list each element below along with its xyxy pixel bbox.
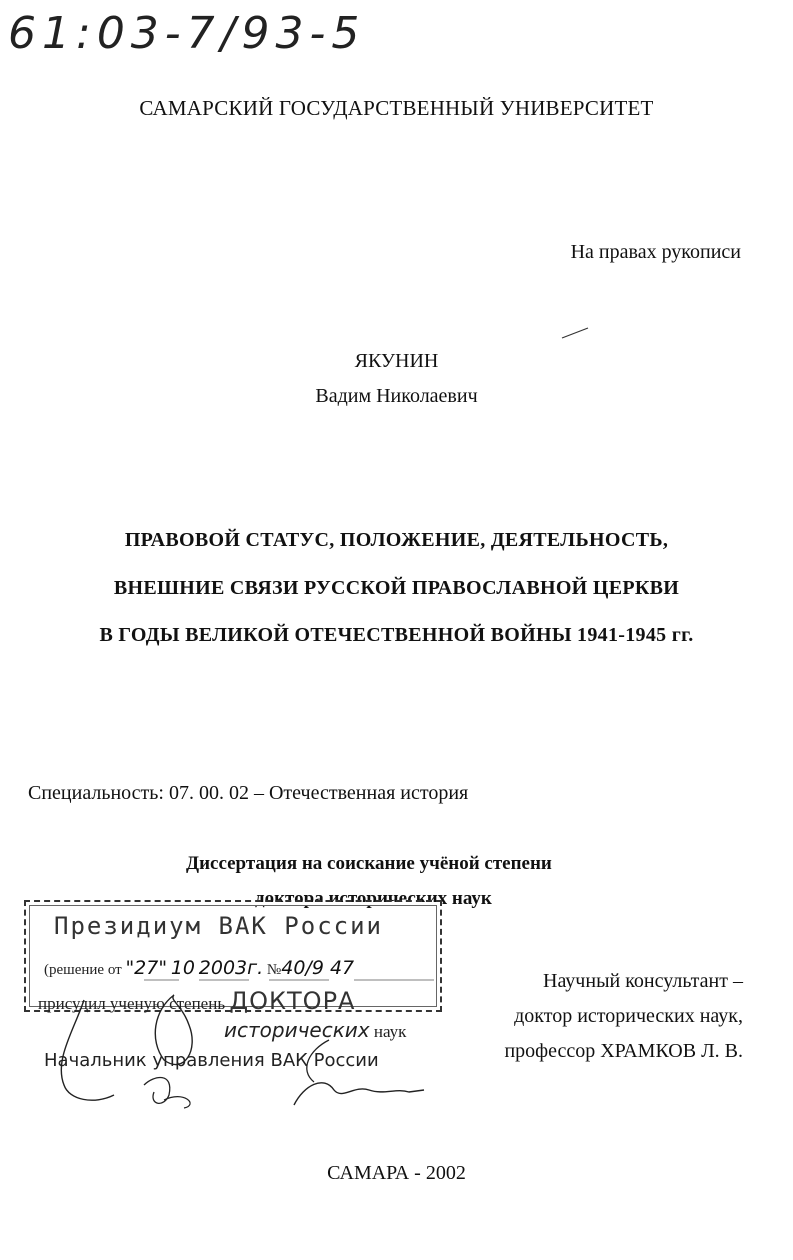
degree-line-1: Диссертация на соискание учёной степени [186, 853, 552, 874]
stamp-title: Президиум ВАК России [54, 912, 383, 940]
stamp-decision-month: 10 [170, 957, 196, 979]
specialty: Специальность: 07. 00. 02 – Отечественная история [28, 782, 469, 804]
stamp-decision-day: "27" [125, 957, 168, 979]
signature-scribbles [24, 900, 444, 1110]
stamp-field-handwritten: исторических [224, 1018, 370, 1042]
stamp-award-degree: ДОКТОРА [229, 987, 356, 1015]
stamp-award-prefix: присудил ученую степень [38, 994, 226, 1013]
dissertation-title-line-2: ВНЕШНИЕ СВЯЗИ РУССКОЙ ПРАВОСЛАВНОЙ ЦЕРКВИ [113, 577, 680, 599]
consultant-line-3: профессор ХРАМКОВ Л. В. [504, 1040, 743, 1062]
stamp-field-suffix: наук [373, 1022, 407, 1041]
city-year: САМАРА - 2002 [327, 1162, 466, 1184]
author-given-names: Вадим Николаевич [315, 385, 478, 407]
dissertation-title-line-3: В ГОДЫ ВЕЛИКОЙ ОТЕЧЕСТВЕННОЙ ВОЙНЫ 1941-1945 гг. [99, 624, 694, 646]
stamp-decision-number-prefix: № [266, 962, 282, 978]
university-name: САМАРСКИЙ ГОСУДАРСТВЕННЫЙ УНИВЕРСИТЕТ [139, 96, 654, 120]
stamp-head-title: Начальник управления ВАК России [44, 1050, 379, 1071]
stamp-decision-year: 2003г. [198, 957, 264, 979]
degree-line-2: доктора исторических наук [255, 888, 492, 909]
consultant-line-2: доктор исторических наук, [514, 1005, 743, 1027]
manuscript-note: На правах рукописи [570, 241, 741, 263]
archive-number: 61:03-7/93-5 [8, 8, 366, 59]
consultant-line-1: Научный консультант – [543, 970, 743, 992]
stamp-decision-prefix: (решение от [44, 962, 122, 978]
pen-mark [560, 326, 590, 340]
vak-stamp [24, 900, 444, 1110]
author-surname: ЯКУНИН [354, 350, 439, 372]
stamp-decision-number: 40/9 47 [281, 957, 355, 979]
dissertation-title-line-1: ПРАВОВОЙ СТАТУС, ПОЛОЖЕНИЕ, ДЕЯТЕЛЬНОСТЬ, [124, 529, 669, 551]
